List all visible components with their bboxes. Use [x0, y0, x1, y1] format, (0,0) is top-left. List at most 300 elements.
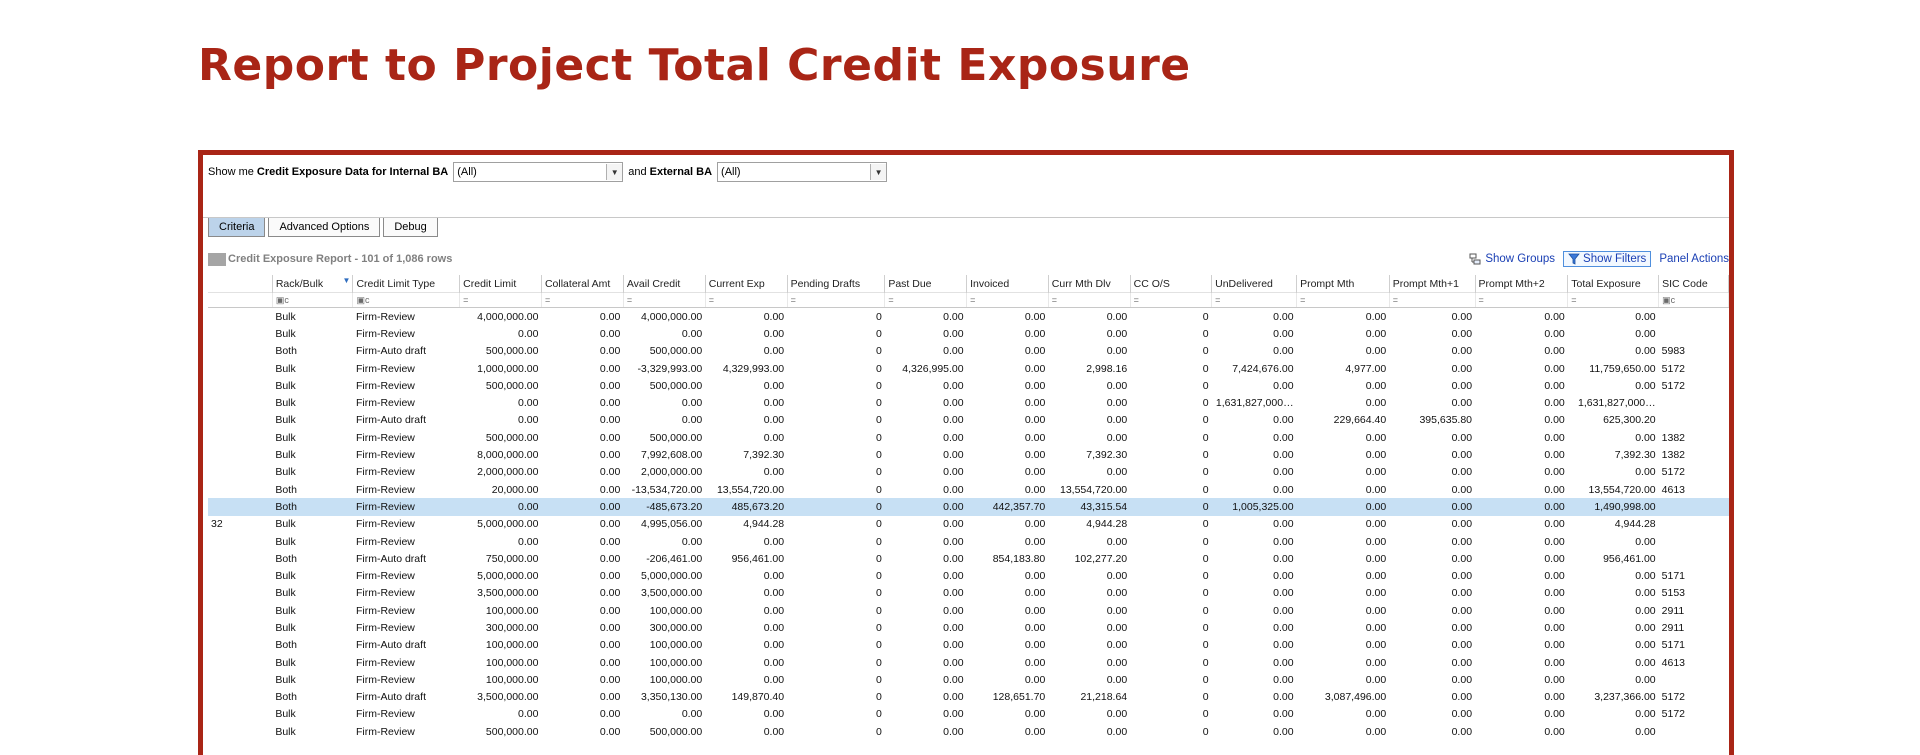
- table-cell: 0.00: [599, 673, 621, 686]
- table-cell: [208, 360, 272, 377]
- table-cell: 0.00: [763, 397, 785, 410]
- table-cell: 0.00: [763, 656, 785, 669]
- table-cell: 0.00: [599, 639, 621, 652]
- table-cell: 4,000,000.00: [640, 310, 703, 323]
- table-cell: 0: [1202, 639, 1209, 652]
- table-cell: 0.00: [599, 552, 621, 565]
- table-cell: 4,944.28: [743, 518, 785, 531]
- table-cell: [1659, 723, 1729, 740]
- table-cell: 0.00: [1106, 466, 1128, 479]
- table-row[interactable]: [208, 619, 1729, 636]
- column-filter-cell[interactable]: =: [541, 293, 623, 308]
- table-cell: 0.00: [1024, 362, 1046, 375]
- table-cell: 0.00: [1635, 639, 1656, 652]
- table-cell: Firm-Review: [355, 483, 415, 496]
- column-filter-cell[interactable]: =: [1212, 293, 1297, 308]
- table-cell: 0.00: [1365, 639, 1387, 652]
- tab-debug[interactable]: Debug: [383, 218, 437, 237]
- column-header[interactable]: [1475, 275, 1568, 293]
- table-cell: [1659, 671, 1729, 688]
- table-cell: 0.00: [1106, 310, 1128, 323]
- table-cell: 0.00: [1451, 691, 1473, 704]
- table-cell: 32: [211, 518, 223, 531]
- table-cell: 3,237,366.00: [1594, 691, 1656, 704]
- table-cell: [208, 550, 272, 567]
- table-cell: 0.00: [599, 466, 621, 479]
- table-cell: 0.00: [1451, 587, 1473, 600]
- table-cell: 0.00: [1635, 345, 1656, 358]
- table-cell: Both: [275, 483, 297, 496]
- table-cell: 0.00: [599, 379, 621, 392]
- column-header[interactable]: [1389, 275, 1475, 293]
- table-cell: 5983: [1661, 345, 1685, 358]
- table-cell: 7,392.30: [1614, 449, 1656, 462]
- column-header[interactable]: [1130, 275, 1211, 293]
- table-cell: 0.00: [1365, 725, 1387, 738]
- table-cell: 0: [1202, 656, 1209, 669]
- table-cell: 0.00: [1544, 570, 1565, 583]
- table-cell: 128,651.70: [992, 691, 1046, 704]
- table-row[interactable]: [208, 671, 1729, 688]
- table-cell: Firm-Auto draft: [355, 552, 426, 565]
- table-row[interactable]: [208, 325, 1729, 342]
- table-cell: 0.00: [1106, 570, 1128, 583]
- table-cell: 0.00: [943, 535, 964, 548]
- grid-body: [208, 308, 1729, 741]
- table-cell: 0.00: [599, 518, 621, 531]
- column-header[interactable]: [460, 275, 542, 293]
- table-cell: 5172: [1661, 362, 1685, 375]
- column-header[interactable]: [1297, 275, 1390, 293]
- table-cell: 500,000.00: [485, 431, 539, 444]
- column-header[interactable]: [1659, 275, 1729, 293]
- column-header-label: Pending Drafts: [790, 277, 861, 290]
- table-cell: 0.00: [1273, 535, 1294, 548]
- table-cell: Both: [275, 345, 297, 358]
- table-cell: 0.00: [599, 414, 621, 427]
- table-cell: 0: [1202, 362, 1209, 375]
- table-cell: Bulk: [275, 656, 296, 669]
- table-row[interactable]: [208, 602, 1729, 619]
- table-cell: 2,000,000.00: [640, 466, 703, 479]
- table-cell: 0.00: [1365, 570, 1387, 583]
- table-cell: 0.00: [763, 708, 785, 721]
- table-row[interactable]: [208, 343, 1729, 360]
- table-cell: Firm-Review: [355, 449, 415, 462]
- table-cell: 0.00: [1451, 483, 1473, 496]
- table-row[interactable]: [208, 308, 1729, 326]
- column-filter-cell[interactable]: ▣c: [1659, 293, 1729, 308]
- table-cell: 0: [1202, 449, 1209, 462]
- column-filter-cell[interactable]: =: [1568, 293, 1659, 308]
- table-row[interactable]: [208, 394, 1729, 411]
- column-filter-cell[interactable]: =: [1297, 293, 1390, 308]
- table-cell: 5172: [1661, 708, 1685, 721]
- table-cell: 0: [875, 708, 882, 721]
- table-cell: 0.00: [1635, 604, 1656, 617]
- table-cell: 3,500,000.00: [640, 587, 703, 600]
- table-cell: Bulk: [275, 449, 296, 462]
- table-cell: 0.00: [1451, 535, 1473, 548]
- table-cell: 0.00: [943, 518, 964, 531]
- table-cell: Bulk: [275, 466, 296, 479]
- table-cell: 0.00: [1365, 621, 1387, 634]
- table-cell: [208, 325, 272, 342]
- table-cell: 0.00: [1273, 310, 1294, 323]
- table-cell: 0.00: [1635, 535, 1656, 548]
- column-filter-cell[interactable]: ▣c: [272, 293, 353, 308]
- column-filter-cell[interactable]: =: [1475, 293, 1568, 308]
- table-cell: Bulk: [275, 587, 296, 600]
- table-row[interactable]: [208, 533, 1729, 550]
- table-cell: 20,000.00: [491, 483, 539, 496]
- table-cell: 0.00: [518, 397, 539, 410]
- table-row[interactable]: [208, 429, 1729, 446]
- table-cell: 1,005,325.00: [1212, 498, 1297, 515]
- table-cell: 0.00: [885, 498, 967, 515]
- column-header-label: Current Exp: [708, 277, 765, 290]
- table-cell: Firm-Auto draft: [355, 345, 426, 358]
- column-header[interactable]: [967, 275, 1049, 293]
- table-cell: 0.00: [1273, 691, 1294, 704]
- table-cell: 0.00: [1024, 518, 1046, 531]
- table-cell: -485,673.20: [623, 498, 705, 515]
- table-cell: 0.00: [1544, 639, 1565, 652]
- table-cell: 0.00: [1024, 310, 1046, 323]
- table-cell: 2911: [1661, 604, 1685, 617]
- table-cell: 0: [1202, 708, 1209, 721]
- column-header[interactable]: [705, 275, 787, 293]
- table-cell: 0.00: [1544, 327, 1565, 340]
- external-ba-value: (All): [721, 166, 741, 178]
- table-cell: -3,329,993.00: [637, 362, 703, 375]
- table-cell: 0.00: [763, 345, 785, 358]
- table-cell: 0.00: [1544, 552, 1565, 565]
- column-filter-cell[interactable]: =: [1389, 293, 1475, 308]
- table-cell: 0.00: [943, 725, 964, 738]
- table-cell: 0.00: [1544, 673, 1565, 686]
- column-header[interactable]: [623, 275, 705, 293]
- column-filter-cell[interactable]: =: [1130, 293, 1211, 308]
- table-cell: 229,664.40: [1333, 414, 1387, 427]
- table-cell: 0.00: [763, 535, 785, 548]
- table-cell: 0.00: [1365, 587, 1387, 600]
- column-header[interactable]: [272, 275, 353, 293]
- table-cell: 0.00: [1024, 379, 1046, 392]
- table-cell: 5172: [1661, 379, 1685, 392]
- credit-exposure-grid: [208, 275, 1729, 740]
- table-cell: 5172: [1661, 691, 1685, 704]
- column-filter-cell[interactable]: =: [787, 293, 885, 308]
- table-cell: 0.00: [599, 725, 621, 738]
- table-cell: 5171: [1661, 639, 1685, 652]
- table-cell: 0: [875, 345, 882, 358]
- table-cell: 0.00: [1106, 535, 1128, 548]
- table-cell: 1,000,000.00: [477, 362, 539, 375]
- table-row[interactable]: [208, 481, 1729, 498]
- table-cell: 100,000.00: [649, 673, 703, 686]
- table-cell: Firm-Review: [355, 535, 415, 548]
- table-cell: 3,500,000.00: [477, 587, 539, 600]
- table-cell: 4,995,056.00: [640, 518, 703, 531]
- table-cell: 0.00: [599, 691, 621, 704]
- table-cell: 0.00: [1106, 345, 1128, 358]
- table-cell: 13,554,720.00: [1588, 483, 1656, 496]
- chevron-down-icon[interactable]: ▼: [606, 164, 622, 180]
- table-cell: 0.00: [763, 639, 785, 652]
- table-cell: 0: [1130, 498, 1211, 515]
- table-cell: 0.00: [599, 449, 621, 462]
- column-header-label: Avail Credit: [626, 277, 681, 290]
- table-cell: 0.00: [943, 345, 964, 358]
- table-cell: 0.00: [763, 414, 785, 427]
- table-cell: 0.00: [943, 552, 964, 565]
- table-cell: [208, 498, 272, 515]
- tab-advanced-options[interactable]: Advanced Options: [268, 218, 380, 237]
- table-cell: 0.00: [1024, 621, 1046, 634]
- table-cell: 0.00: [1273, 570, 1294, 583]
- show-groups-label: Show Groups: [1485, 253, 1556, 265]
- column-header-label: Rack/Bulk: [275, 277, 324, 290]
- table-cell: [208, 706, 272, 723]
- table-cell: 0.00: [1451, 673, 1473, 686]
- column-filter-cell[interactable]: =: [705, 293, 787, 308]
- table-cell: 1,631,827,000…: [1577, 397, 1656, 410]
- table-cell: 1,631,827,000…: [1215, 397, 1294, 410]
- table-cell: 0: [1202, 466, 1209, 479]
- table-cell: 0.00: [1544, 466, 1565, 479]
- table-cell: 8,000,000.00: [477, 449, 539, 462]
- table-cell: 0.00: [943, 466, 964, 479]
- table-cell: 0.00: [1544, 656, 1565, 669]
- page-title: Report to Project Total Credit Exposure: [198, 40, 1191, 91]
- table-cell: 0.00: [1635, 673, 1656, 686]
- table-cell: 0.00: [1106, 621, 1128, 634]
- table-cell: 0.00: [1635, 587, 1656, 600]
- table-row[interactable]: [208, 498, 1729, 515]
- table-cell: [1659, 550, 1729, 567]
- table-cell: 0.00: [1451, 552, 1473, 565]
- table-row[interactable]: [208, 412, 1729, 429]
- column-header-label: Credit Limit: [463, 277, 517, 290]
- table-cell: 0.00: [1024, 345, 1046, 358]
- table-cell: 0: [875, 483, 882, 496]
- report-marker-icon: [208, 253, 226, 266]
- column-filter-active-icon[interactable]: ▼: [342, 276, 351, 285]
- internal-ba-select[interactable]: [453, 162, 623, 182]
- table-row[interactable]: [208, 637, 1729, 654]
- table-cell: 0: [875, 725, 882, 738]
- table-cell: Firm-Review: [355, 725, 415, 738]
- column-header[interactable]: [787, 275, 885, 293]
- table-cell: 0.00: [1635, 621, 1656, 634]
- filter-prefix: Show me: [208, 166, 254, 178]
- table-cell: 21,218.64: [1080, 691, 1128, 704]
- table-cell: 0: [1202, 604, 1209, 617]
- column-header[interactable]: [1048, 275, 1130, 293]
- table-cell: 0.00: [1544, 310, 1565, 323]
- table-row[interactable]: [208, 567, 1729, 584]
- table-cell: 0.00: [1365, 656, 1387, 669]
- show-groups-button[interactable]: [1469, 253, 1555, 266]
- table-cell: 0.00: [1475, 498, 1568, 515]
- table-cell: 0.00: [599, 483, 621, 496]
- table-cell: 500,000.00: [485, 379, 539, 392]
- table-cell: Bulk: [275, 570, 296, 583]
- table-cell: 0: [875, 621, 882, 634]
- table-cell: 0.00: [681, 397, 703, 410]
- table-cell: 0.00: [1635, 379, 1656, 392]
- show-filters-button[interactable]: [1563, 251, 1651, 267]
- table-cell: Firm-Review: [355, 656, 415, 669]
- table-cell: [208, 533, 272, 550]
- table-cell: 0.00: [943, 570, 964, 583]
- table-cell: Firm-Review: [355, 379, 415, 392]
- table-cell: 0.00: [943, 379, 964, 392]
- table-cell: 0.00: [1273, 621, 1294, 634]
- table-cell: 5,000,000.00: [640, 570, 703, 583]
- table-cell: 0.00: [1544, 397, 1565, 410]
- table-cell: 0.00: [1544, 535, 1565, 548]
- table-cell: 0.00: [599, 570, 621, 583]
- table-cell: 0: [1202, 327, 1209, 340]
- internal-ba-value: (All): [457, 166, 477, 178]
- table-cell: 0.00: [599, 621, 621, 634]
- table-cell: 0.00: [1106, 397, 1128, 410]
- table-cell: 5171: [1661, 570, 1685, 583]
- table-row[interactable]: [208, 516, 1729, 533]
- table-cell: 0: [875, 570, 882, 583]
- table-cell: 100,000.00: [485, 604, 539, 617]
- table-cell: 4,944.28: [1086, 518, 1128, 531]
- table-cell: 0.00: [943, 414, 964, 427]
- column-filter-cell[interactable]: ▣c: [353, 293, 460, 308]
- table-cell: 102,277.20: [1074, 552, 1128, 565]
- chevron-down-icon[interactable]: ▼: [870, 164, 886, 180]
- table-cell: [1659, 516, 1729, 533]
- table-cell: 11,759,650.00: [1589, 362, 1656, 375]
- table-row[interactable]: [208, 689, 1729, 706]
- table-cell: Firm-Review: [355, 327, 415, 340]
- table-cell: 0.00: [943, 708, 964, 721]
- table-cell: 0.00: [1544, 708, 1565, 721]
- table-cell: 0: [1202, 725, 1209, 738]
- table-cell: 0.00: [763, 327, 785, 340]
- table-cell: -13,534,720.00: [631, 483, 703, 496]
- column-filter-cell[interactable]: =: [623, 293, 705, 308]
- table-cell: 100,000.00: [485, 639, 539, 652]
- column-header-label: Curr Mth Dlv: [1051, 277, 1111, 290]
- table-row[interactable]: [208, 377, 1729, 394]
- table-cell: [208, 446, 272, 463]
- table-cell: 1382: [1661, 431, 1685, 444]
- table-cell: [208, 412, 272, 429]
- table-cell: 149,870.40: [731, 691, 785, 704]
- table-cell: 0.00: [1451, 310, 1473, 323]
- column-header[interactable]: [1568, 275, 1659, 293]
- table-cell: 0.00: [681, 708, 703, 721]
- column-header[interactable]: [1212, 275, 1297, 293]
- table-cell: 0.00: [1544, 414, 1565, 427]
- table-cell: 300,000.00: [485, 621, 539, 634]
- table-row[interactable]: [208, 585, 1729, 602]
- table-cell: 0.00: [1365, 708, 1387, 721]
- table-cell: Bulk: [275, 431, 296, 444]
- column-header[interactable]: [885, 275, 967, 293]
- column-header[interactable]: [208, 275, 272, 293]
- table-cell: 0.00: [681, 327, 703, 340]
- table-cell: 0.00: [1451, 379, 1473, 392]
- column-header[interactable]: [541, 275, 623, 293]
- table-row[interactable]: [208, 654, 1729, 671]
- table-cell: 0.00: [763, 310, 785, 323]
- tab-criteria[interactable]: Criteria: [208, 218, 265, 237]
- external-ba-select[interactable]: [717, 162, 887, 182]
- table-cell: 0.00: [1024, 535, 1046, 548]
- table-cell: 0.00: [599, 327, 621, 340]
- table-cell: 0.00: [1544, 518, 1565, 531]
- column-filter-cell[interactable]: [208, 293, 272, 308]
- table-row[interactable]: [208, 723, 1729, 740]
- column-header[interactable]: [353, 275, 460, 293]
- table-cell: Firm-Review: [355, 310, 415, 323]
- column-header-label: Past Due: [888, 277, 932, 290]
- table-cell: [1659, 308, 1729, 326]
- table-cell: [208, 637, 272, 654]
- table-cell: 0.00: [1273, 466, 1294, 479]
- column-filter-cell[interactable]: =: [967, 293, 1049, 308]
- table-cell: 0.00: [1106, 587, 1128, 600]
- table-cell: 5,000,000.00: [477, 518, 539, 531]
- table-cell: Bulk: [275, 725, 296, 738]
- table-cell: 0: [1202, 535, 1209, 548]
- table-cell: 0.00: [1544, 725, 1565, 738]
- table-cell: 7,392.30: [1086, 449, 1128, 462]
- table-cell: 0: [1202, 483, 1209, 496]
- table-cell: Firm-Review: [355, 570, 415, 583]
- table-cell: 3,350,130.00: [640, 691, 703, 704]
- table-cell: Firm-Auto draft: [355, 691, 426, 704]
- table-cell: 0.00: [1024, 708, 1046, 721]
- panel-actions-button[interactable]: [1659, 253, 1729, 265]
- table-cell: 0.00: [599, 708, 621, 721]
- table-cell: 0: [1202, 414, 1209, 427]
- table-cell: 0.00: [1365, 604, 1387, 617]
- table-cell: 0.00: [599, 310, 621, 323]
- column-header-label: Prompt Mth+2: [1478, 277, 1545, 290]
- table-row[interactable]: [208, 464, 1729, 481]
- table-row[interactable]: [208, 446, 1729, 463]
- table-cell: 0.00: [1635, 310, 1656, 323]
- table-cell: Firm-Review: [355, 466, 415, 479]
- table-cell: 4,326,995.00: [902, 362, 964, 375]
- table-cell: 0.00: [1451, 639, 1473, 652]
- table-cell: 0.00: [1365, 535, 1387, 548]
- table-row[interactable]: [208, 550, 1729, 567]
- table-cell: 0: [1202, 673, 1209, 686]
- table-row[interactable]: [208, 360, 1729, 377]
- report-header: [208, 250, 1729, 268]
- table-cell: 0.00: [1273, 587, 1294, 600]
- column-filter-cell[interactable]: =: [885, 293, 967, 308]
- table-cell: Firm-Auto draft: [355, 414, 426, 427]
- table-cell: 5153: [1661, 587, 1685, 600]
- column-filter-cell[interactable]: =: [1048, 293, 1130, 308]
- table-cell: 3,500,000.00: [477, 691, 539, 704]
- column-filter-cell[interactable]: =: [460, 293, 542, 308]
- table-cell: 43,315.54: [1048, 498, 1130, 515]
- table-row[interactable]: [208, 706, 1729, 723]
